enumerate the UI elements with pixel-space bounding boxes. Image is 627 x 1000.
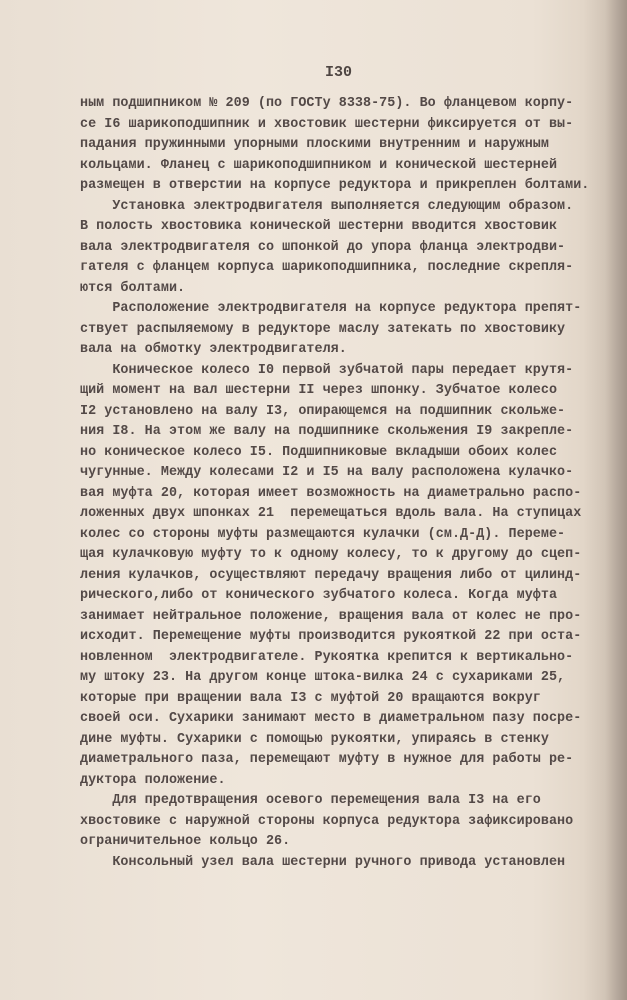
text-line: му штоку 23. На другом конце штока-вилка 24 с сухариками 25, (80, 670, 566, 685)
text-line: ния I8. На этом же валу на подшипнике скольжения I9 закрепле- (80, 424, 574, 439)
text-line: вала на обмотку электродвигателя. (80, 342, 347, 357)
text-line: рического,либо от конического зубчатого колеса. Когда муфта (80, 588, 558, 603)
text-line: дуктора положение. (80, 772, 226, 788)
body-text (80, 94, 620, 873)
text-line: вая муфта 20, которая имеет возможность на диаметрально распо- (80, 485, 582, 501)
text-line: Расположение электродвигателя на корпусе редуктора препят- (80, 301, 582, 316)
text-line: Установка электродвигателя выполняется следующим образом. (80, 198, 574, 214)
text-line: диаметрального паза, перемещают муфту в нужное для работы ре- (80, 752, 574, 767)
text-line: исходит. Перемещение муфты производится рукояткой 22 при оста- (80, 629, 582, 644)
page-number: I30 (324, 64, 352, 81)
text-line: ным подшипником № 209 (по ГОСТу 8338-75). Во фланцевом корпу- (80, 96, 574, 111)
text-line: дине муфты. Сухарики с помощью рукоятки, упираясь в стенку (80, 731, 549, 747)
text-line: Для предотвращения осевого перемещения вала I3 на его (80, 793, 541, 808)
text-line: щая кулачковую муфту то к одному колесу, то к другому до сцеп- (80, 547, 582, 562)
paragraph (80, 197, 620, 300)
text-line: новленном электродвигателе. Рукоятка крепится к вертикально- (80, 649, 574, 665)
text-line: чугунные. Между колесами I2 и I5 на валу расположена кулачко- (80, 465, 574, 480)
paragraph (80, 361, 620, 792)
paragraph (80, 853, 620, 874)
text-line: В полость хвостовика конической шестерни вводится хвостовик (80, 219, 558, 234)
text-line: щий момент на вал шестерни II через шпонку. Зубчатое колесо (80, 383, 558, 398)
text-line: Коническое колесо I0 первой зубчатой пары передает крутя- (80, 362, 574, 378)
text-line: I2 установлено на валу I3, опирающемся на подшипник скольже- (80, 403, 566, 419)
paragraph (80, 94, 620, 197)
text-line: гателя с фланцем корпуса шарикоподшипника, последние скрепля- (80, 260, 574, 275)
text-line: которые при вращении вала I3 с муфтой 20 вращаются вокруг (80, 690, 541, 706)
text-line: ются болтами. (80, 280, 186, 296)
text-line: ложенных двух шпонках 21 перемещаться вдоль вала. На ступицах (80, 506, 582, 521)
text-line: ствует распыляемому в редукторе маслу затекать по хвостовику (80, 321, 566, 337)
text-line: ограничительное кольцо 26. (80, 834, 291, 849)
text-line: кольцами. Фланец с шарикоподшипником и конической шестерней (80, 157, 558, 173)
text-line: но коническое колесо I5. Подшипниковые вкладыши обоих колес (80, 444, 558, 460)
text-line: колес со стороны муфты размещаются кулачки (см.Д-Д). Переме- (80, 526, 566, 542)
text-line: падания пружинными упорными плоскими внутренним и наружным (80, 137, 549, 152)
text-line: хвостовике с наружной стороны корпуса редуктора зафиксировано (80, 813, 574, 829)
text-line: ления кулачков, осуществляют передачу вращения либо от цилинд- (80, 567, 582, 583)
text-line: своей оси. Сухарики занимают место в диаметральном пазу посре- (80, 711, 582, 726)
text-line: Консольный узел вала шестерни ручного привода установлен (80, 854, 566, 870)
paragraph (80, 299, 620, 361)
text-line: занимает нейтральное положение, вращения вала от колес не про- (80, 608, 582, 624)
text-line: размещен в отверстии на корпусе редуктора и прикреплен болтами. (80, 178, 590, 193)
paragraph (80, 791, 620, 853)
text-line: се I6 шарикоподшипник и хвостовик шестерни фиксируется от вы- (80, 116, 574, 132)
text-line: вала электродвигателя со шпонкой до упора фланца электродви- (80, 239, 566, 255)
